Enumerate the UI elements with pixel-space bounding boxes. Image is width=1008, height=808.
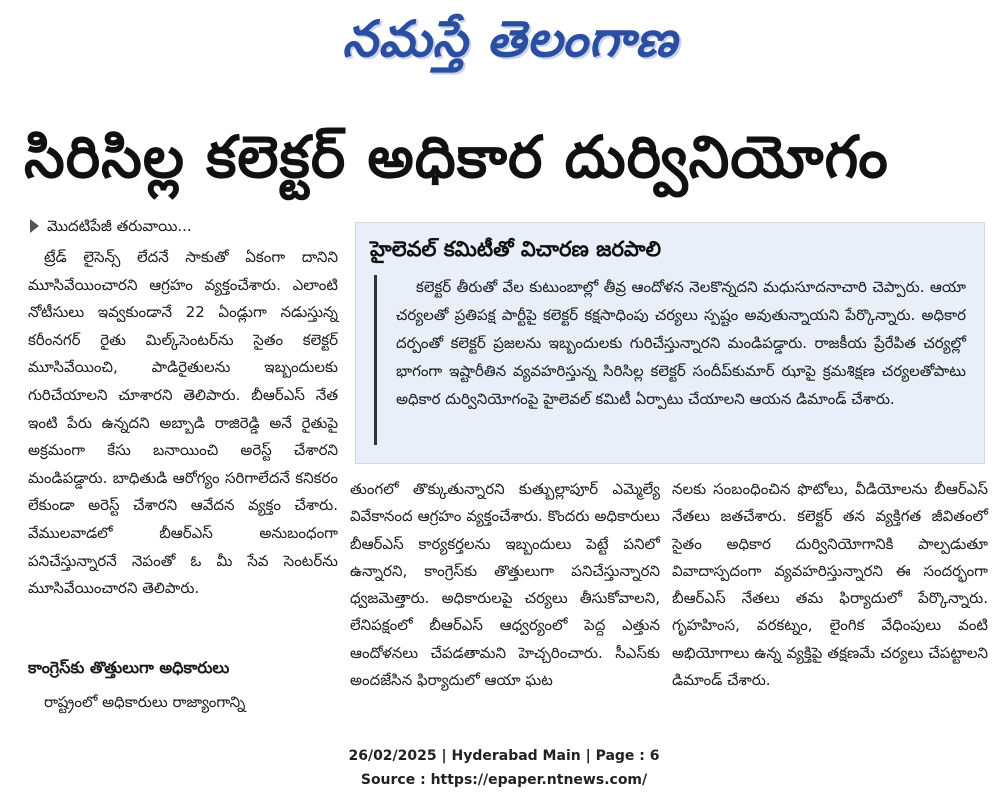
article-column-3: నలకు సంబంధించిన ఫొటోలు, వీడియోలను బీఆర్‌ఎస్ నేతలు జతచేశారు. కలెక్టర్ తన వ్యక్తిగత జీవితంలో సైతం అధికార దుర్వినియోగానికి పాల్పడుతూ వివాదాస్పదంగా వ్యవహరిస్తున్నారని ఈ సందర్భంగా బీఆర్‌ఎస్ నేతలు తమ ఫిర్యాదులో పేర్కొన్నారు. గృహహింస, వరకట్నం, లైంగిక వేధింపులు వంటి అభియోగాలు ఉన్న వ్యక్తిపై తక్షణమే చర్యలు చేపట్టాలని డిమాండ్ చేశారు.	[672, 480, 988, 690]
newspaper-masthead: నమస్తే తెలంగాణ	[342, 10, 678, 68]
quote-bar	[374, 275, 377, 445]
continuation-note	[30, 214, 330, 238]
highlight-box-text: కలెక్టర్ తీరుతో వేల కుటుంబాల్లో తీవ్ర ఆందోళన నెలకొన్నదని మధుసూదనాచారి చెప్పారు. ఆయా చర్యలతో ప్రతిపక్ష పార్టీపై కలెక్టర్ కక్షసాధింపు చర్యలు స్పష్టం అవుతున్నాయని పేర్కొన్నారు. అధికార దర్పంతో కలెక్టర్ ప్రజలను ఇబ్బందులకు గురిచేస్తున్నారని మండిపడ్డారు. రాజకీయ ప్రేరేపిత చర్యల్లో భాగంగా ఇష్టారీతిన వ్యవహరిస్తున్న సిరిసిల్ల కలెక్టర్ సందీప్‌కుమార్ ఝాపై క్రమశిక్షణ చర్యలతోపాటు అధికార దుర్వినియోగంపై హైలెవల్ కమిటీ ఏర్పాటు చేయాలని ఆయన డిమాండ్ చేశారు.	[396, 278, 966, 408]
page-footer	[0, 744, 1008, 792]
article-headline: సిరిసిల్ల కలెక్టర్ అధికార దుర్వినియోగం	[24, 123, 889, 191]
article-column-1	[28, 244, 338, 634]
continuation-label: మొదటిపేజీ తరువాయి...	[47, 217, 192, 235]
column1-subheading: కాంగ్రెస్‌కు తొత్తులుగా అధికారులు	[28, 658, 230, 677]
highlight-box-title: హైలెవల్ కమిటీతో విచారణ జరపాలి	[370, 237, 661, 261]
column1-paragraph: ట్రేడ్ లైసెన్స్ లేదనే సాకుతో ఏకంగా దానిని మూసివేయించారని ఆగ్రహం వ్యక్తంచేశారు. ఎలాంటి నోటీసులు ఇవ్వకుండానే 22 ఏండ్లుగా నడుస్తున్న కరీంనగర్ రైతు మిల్క్‌సెంటర్‌ను సైతం కలెక్టర్ మూసివేయించి, పాడిరైతులను ఇబ్బందులకు గురిచేయాలని చూశారని తెలిపారు. బీఆర్‌ఎస్ నేత ఇంటి పేరు ఉన్నదని అబ్బాడి రాజిరెడ్డి అనే రైతుపై అక్రమంగా కేసు బనాయించి అరెస్ట్ చేశారని మండిపడ్డారు. బాధితుడి ఆరోగ్యం సరిగాలేదనే కనికరం లేకుండా అరెస్ట్ చేశారని ఆవేదన వ్యక్తం చేశారు. వేములవాడలో బీఆర్‌ఎస్ అనుబంధంగా పనిచేస్తున్నారనే నెపంతో ఓ మీ సేవ సెంటర్‌ను మూసివేయించారని తెలిపారు.	[28, 248, 338, 598]
source-link[interactable]: Source : https://epaper.ntnews.com/	[360, 772, 648, 788]
highlight-box	[355, 222, 985, 464]
chevron-right-icon	[30, 219, 39, 233]
article-column-2: తుంగలో తొక్కుతున్నారని కుత్బుల్లాపూర్ ఎమ్మెల్యే వివేకానంద ఆగ్రహం వ్యక్తంచేశారు. కొందరు అధికారులు బీఆర్‌ఎస్ కార్యకర్తలను ఇబ్బందులు పెట్టే పనిలో ఉన్నారని, కాంగ్రెస్‌కు తొత్తులుగా పనిచేస్తున్నారని ధ్వజమెత్తారు. అధికారులపై చర్యలు తీసుకోవాలని, లేనిపక్షంలో బీఆర్‌ఎస్ ఆధ్వర్యంలో పెద్ద ఎత్తున ఆందోళనలు చేపడతామని హెచ్చరించారు. సీఎస్‌కు అందజేసిన ఫిర్యాదులో ఆయా ఘట	[350, 480, 660, 690]
edition-info: 26/02/2025 | Hyderabad Main | Page : 6	[348, 748, 660, 764]
column1-paragraph-2: రాష్ట్రంలో అధికారులు రాజ్యాంగాన్ని	[44, 693, 246, 711]
